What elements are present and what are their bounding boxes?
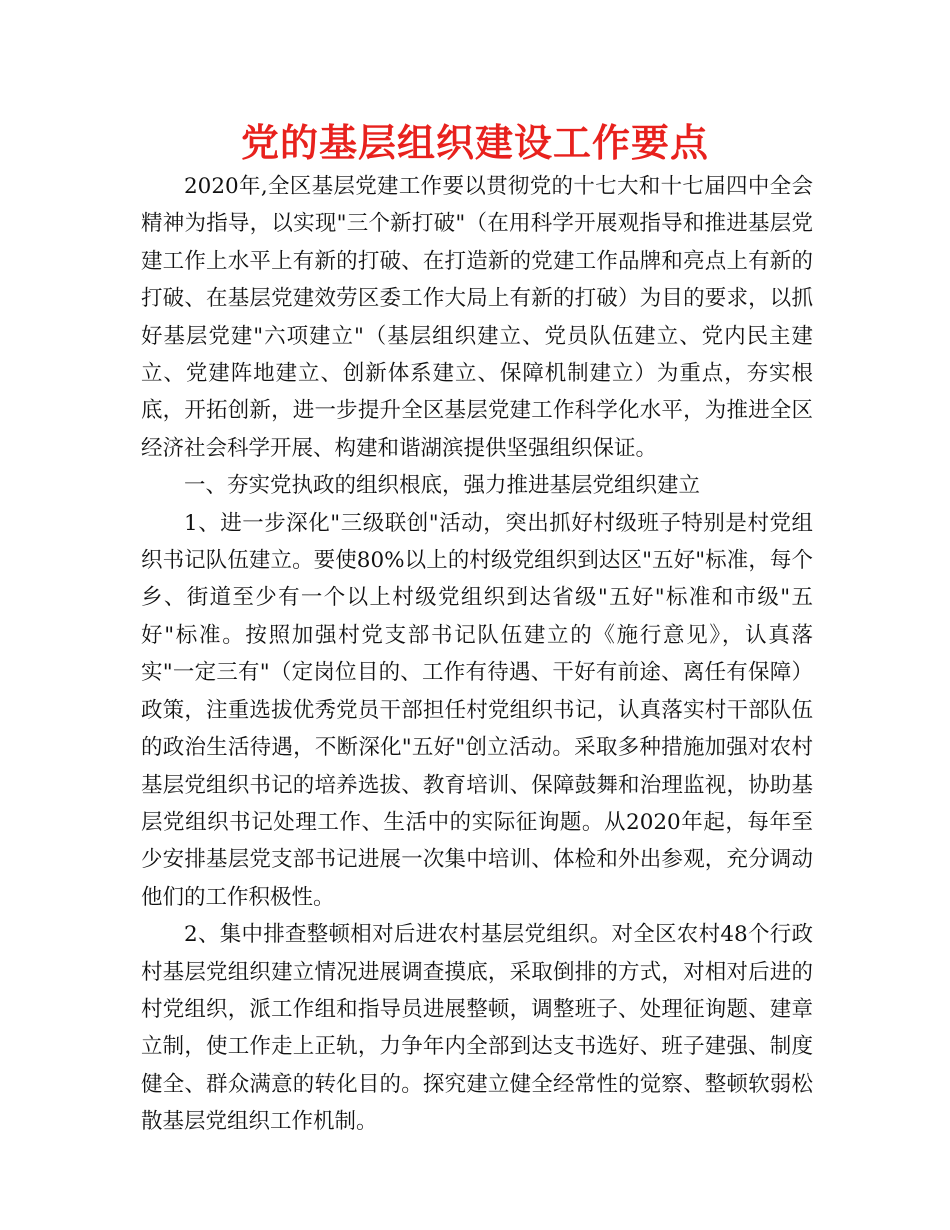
document-body (141, 168, 813, 1141)
section-heading-1: 一、夯实党执政的组织根底，强力推进基层党组织建立 (184, 473, 701, 499)
paragraph-item-1: 1、进一步深化"三级联创"活动，突出抓好村级班子特别是村党组织书记队伍建立。要使80%以上的村级党组织到达区"五好"标准，每个乡、街道至少有一个以上村级党组织到达省级"五好"标准和市级"五好"标准。按照加强村党支部书记队伍建立的《施行意见》，认真落实"一定三有"（定岗位目的、工作有待遇、干好有前途、离任有保障）政策，注重选拔优秀党员干部担任村党组织书记，认真落实村干部队伍的政治生活待遇，不断深化"五好"创立活动。采取多种措施加强对农村基层党组织书记的培养选拔、教育培训、保障鼓舞和治理监视，协助基层党组织书记处理工作、生活中的实际征询题。从2020年起，每年至少安排基层党支部书记进展一次集中培训、体检和外出参观，充分调动他们的工作积极性。 (141, 510, 814, 910)
paragraph-item-2: 2、集中排查整顿相对后进农村基层党组织。对全区农村48个行政村基层党组织建立情况进展调查摸底，采取倒排的方式，对相对后进的村党组织，派工作组和指导员进展整顿，调整班子、处理征询题、建章立制，使工作走上正轨，力争年内全部到达支书选好、班子建强、制度健全、群众满意的转化目的。探究建立健全经常性的觉察、整顿软弱松散基层党组织工作机制。 (141, 922, 813, 1135)
document-title: 党的基层组织建设工作要点 (240, 121, 709, 165)
paragraph-intro: 2020年,全区基层党建工作要以贯彻党的十七大和十七届四中全会精神为指导，以实现"三个新打破"（在用科学开展观指导和推进基层党建工作上水平上有新的打破、在打造新的党建工作品牌和亮点上有新的打破、在基层党建效劳区委工作大局上有新的打破）为目的要求，以抓好基层党建"六项建立"（基层组织建立、党员队伍建立、党内民主建立、党建阵地建立、创新体系建立、保障机制建立）为重点，夯实根底，开拓创新，进一步提升全区基层党建工作科学化水平，为推进全区经济社会科学开展、构建和谐湖滨提供坚强组织保证。 (141, 174, 813, 461)
